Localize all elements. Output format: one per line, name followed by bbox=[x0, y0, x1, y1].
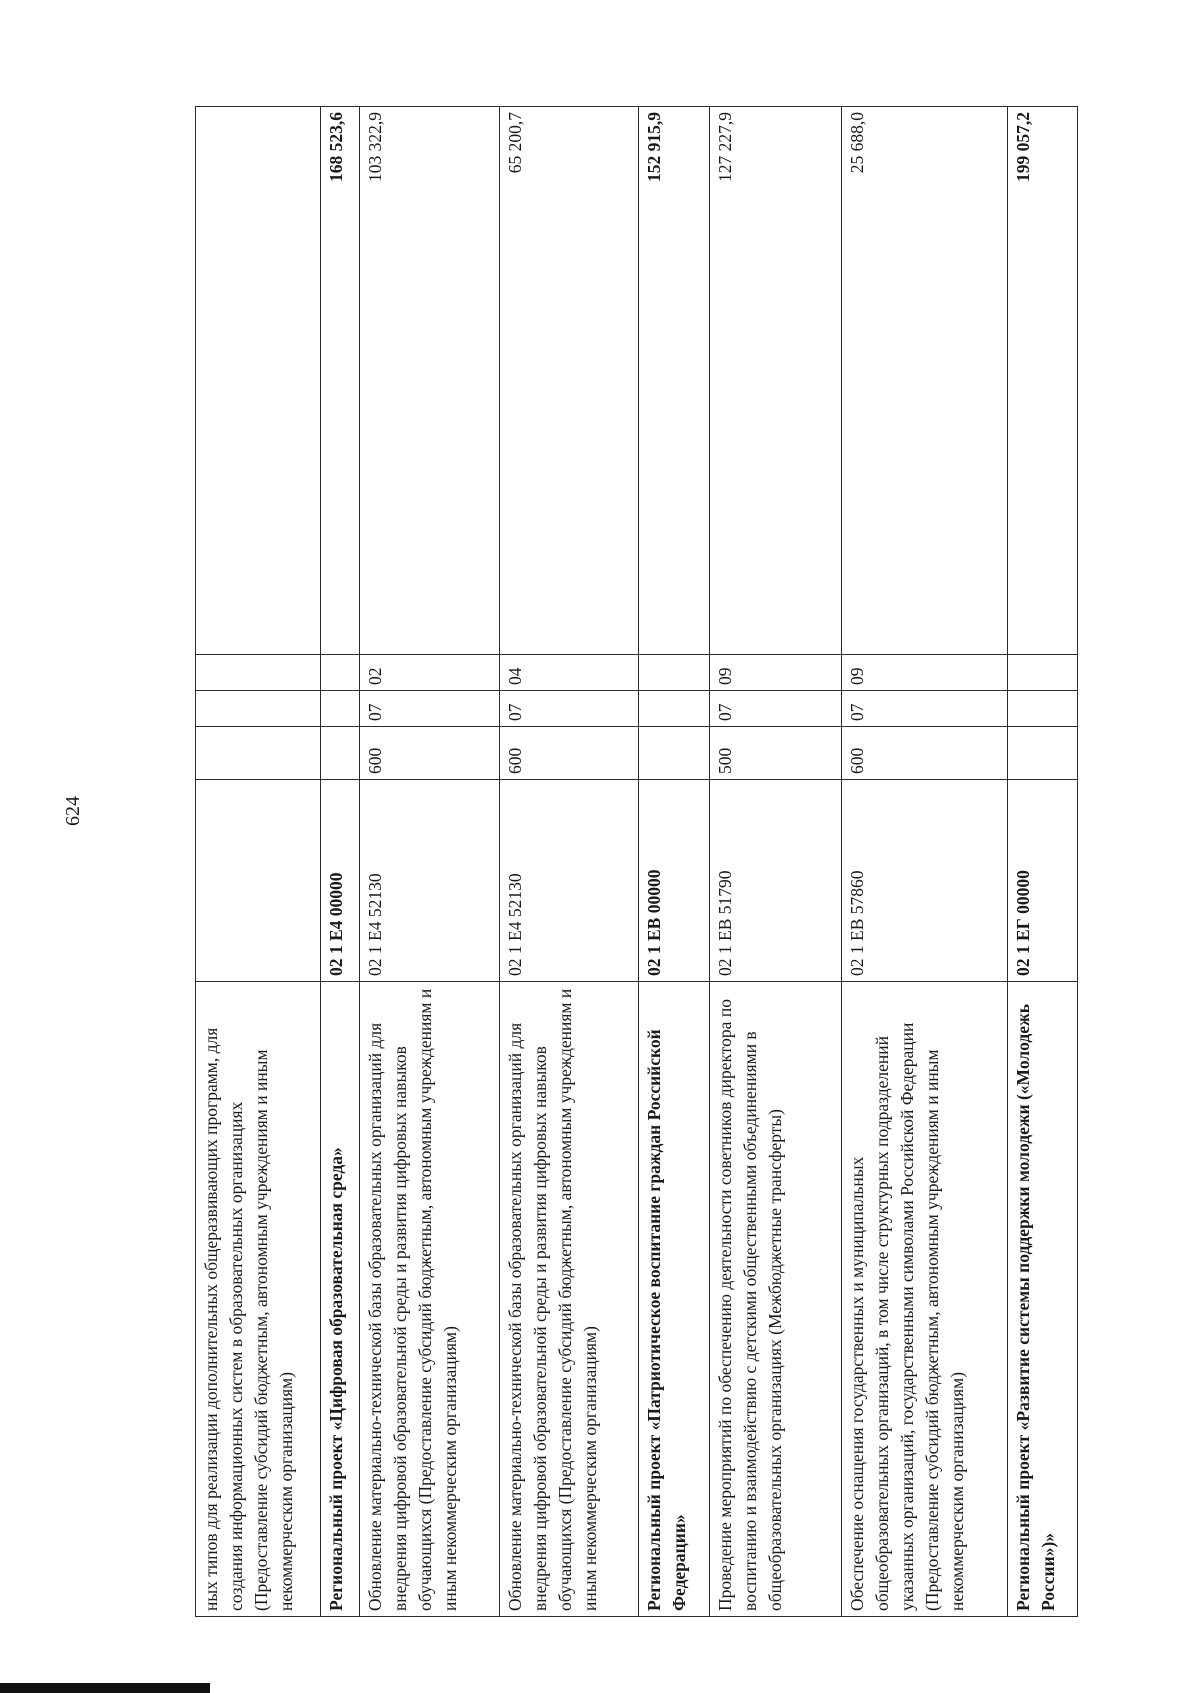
row-vr-cell bbox=[1007, 727, 1077, 780]
row-vr-cell: 500 bbox=[709, 727, 841, 780]
row-name-cell: Региональный проект «Цифровая образовательная среда» bbox=[321, 982, 359, 1617]
table-row bbox=[196, 107, 321, 1617]
row-code-cell: 02 1 EB 51790 bbox=[709, 780, 841, 982]
row-code-cell: 02 1 E4 52130 bbox=[359, 780, 499, 982]
row-name-cell: ных типов для реализации дополнительных общеразвивающих программ, для создания информационных систем в образовательных организациях (Предоставление субсидий бюджетным, автономным учреждениям и иным некоммерческим организациям) bbox=[196, 982, 321, 1617]
row-vr-cell: 600 bbox=[499, 727, 639, 780]
row-name-cell: Региональный проект «Патриотическое воспитание граждан Российской Федерации» bbox=[639, 982, 709, 1617]
row-name-cell: Обновление материально-технической базы образовательных организаций для внедрения цифровой образовательной среды и развития цифровых навыков обучающихся (Предоставление субсидий бюджетным, автономным учреждениям и иным некоммерческим организациям) bbox=[499, 982, 639, 1617]
row-vr-cell bbox=[639, 727, 709, 780]
row-name-cell: Проведение мероприятий по обеспечению деятельности советников директора по воспитанию и взаимодействию с детскими общественными объединениями в общеобразовательных организациях (Межбюджетные трансферты) bbox=[709, 982, 841, 1617]
row-rz-cell: 07 bbox=[499, 691, 639, 727]
row-rz-cell bbox=[1007, 691, 1077, 727]
row-sum-cell: 152 915,9 bbox=[639, 107, 709, 655]
row-name-cell: Обеспечение оснащения государственных и муниципальных общеобразовательных организаций, в том числе структурных подразделений указанных организаций, государственными символами Российской Федерации (Предоставление субсидий бюджетным, автономным учреждениям и иным некоммерческим организациям) bbox=[841, 982, 1007, 1617]
row-vr-cell: 600 bbox=[359, 727, 499, 780]
table-row bbox=[359, 107, 499, 1617]
row-pr-cell: 02 bbox=[359, 655, 499, 691]
row-rz-cell bbox=[321, 691, 359, 727]
row-pr-cell: 04 bbox=[499, 655, 639, 691]
row-code-cell: 02 1 E4 52130 bbox=[499, 780, 639, 982]
scan-edge-mark bbox=[0, 1683, 210, 1693]
row-pr-cell bbox=[321, 655, 359, 691]
row-sum-cell: 65 200,7 bbox=[499, 107, 639, 655]
row-name-cell: Обновление материально-технической базы образовательных организаций для внедрения цифровой образовательной среды и развития цифровых навыков обучающихся (Предоставление субсидий бюджетным, автономным учреждениям и иным некоммерческим организациям) bbox=[359, 982, 499, 1617]
row-code-cell: 02 1 EB 00000 bbox=[639, 780, 709, 982]
row-rz-cell bbox=[196, 691, 321, 727]
row-sum-cell: 168 523,6 bbox=[321, 107, 359, 655]
row-code-cell: 02 1 E4 00000 bbox=[321, 780, 359, 982]
row-vr-cell bbox=[196, 727, 321, 780]
row-code-cell: 02 1 EГ 00000 bbox=[1007, 780, 1077, 982]
table-row bbox=[1007, 107, 1077, 1617]
budget-table bbox=[195, 106, 1078, 1617]
row-code-cell bbox=[196, 780, 321, 982]
table-row bbox=[321, 107, 359, 1617]
row-sum-cell: 199 057,2 bbox=[1007, 107, 1077, 655]
row-code-cell: 02 1 EB 57860 bbox=[841, 780, 1007, 982]
row-sum-cell: 103 322,9 bbox=[359, 107, 499, 655]
row-rz-cell bbox=[639, 691, 709, 727]
page-number: 624 bbox=[62, 796, 84, 826]
row-pr-cell: 09 bbox=[841, 655, 1007, 691]
table-row bbox=[639, 107, 709, 1617]
row-vr-cell: 600 bbox=[841, 727, 1007, 780]
row-sum-cell: 127 227,9 bbox=[709, 107, 841, 655]
row-sum-cell: 25 688,0 bbox=[841, 107, 1007, 655]
row-rz-cell: 07 bbox=[359, 691, 499, 727]
row-rz-cell: 07 bbox=[709, 691, 841, 727]
row-pr-cell bbox=[196, 655, 321, 691]
table-row bbox=[499, 107, 639, 1617]
budget-table-container bbox=[195, 107, 1078, 1617]
row-pr-cell: 09 bbox=[709, 655, 841, 691]
row-vr-cell bbox=[321, 727, 359, 780]
row-pr-cell bbox=[639, 655, 709, 691]
row-name-cell: Региональный проект «Развитие системы поддержки молодежи («Молодежь России»)» bbox=[1007, 982, 1077, 1617]
row-pr-cell bbox=[1007, 655, 1077, 691]
row-sum-cell bbox=[196, 107, 321, 655]
row-rz-cell: 07 bbox=[841, 691, 1007, 727]
table-row bbox=[709, 107, 841, 1617]
table-row bbox=[841, 107, 1007, 1617]
